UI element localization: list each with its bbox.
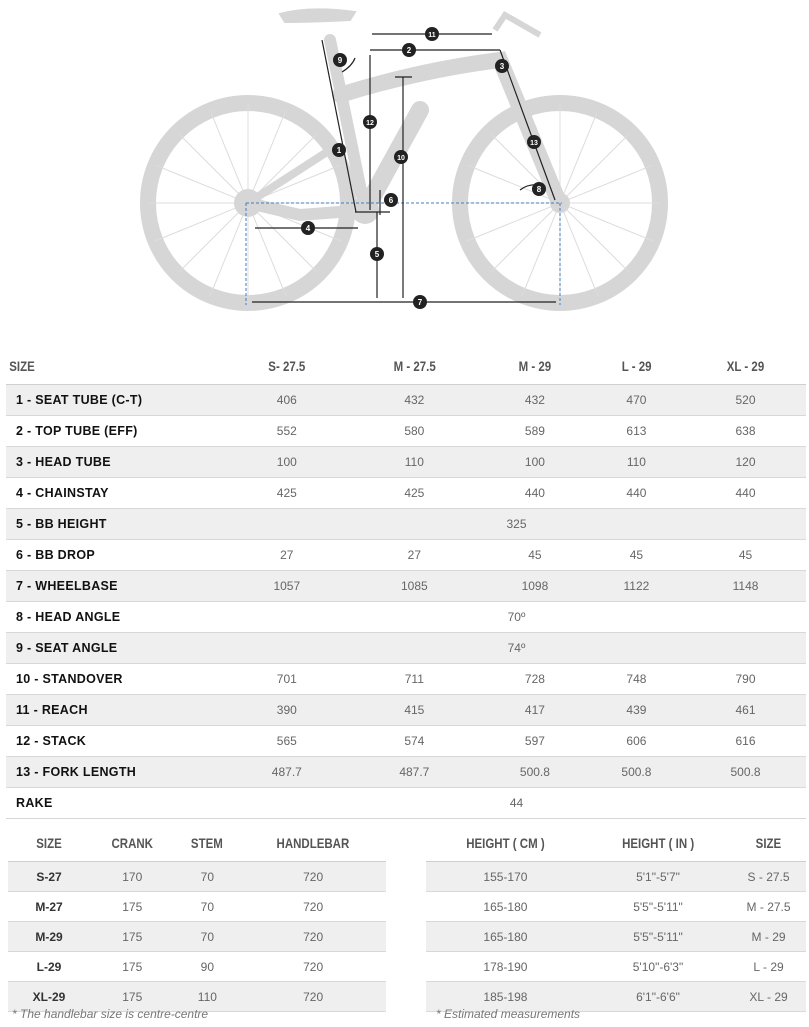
row-label: RAKE: [6, 788, 227, 819]
row-label: 7 - WHEELBASE: [6, 571, 227, 602]
svg-text:1: 1: [336, 146, 342, 155]
cell-value: 711: [347, 664, 482, 695]
table-row: [426, 922, 806, 952]
cell-value: 574: [347, 726, 482, 757]
spanning-value: 70º: [227, 602, 806, 633]
cell-value: 487.7: [347, 757, 482, 788]
cell-value: 589: [482, 416, 588, 447]
cell-value: 565: [227, 726, 347, 757]
svg-text:2: 2: [406, 46, 412, 55]
cell-value: 120: [685, 447, 806, 478]
spanning-value: 44: [227, 788, 806, 819]
header-m-29: M - 29: [492, 348, 579, 385]
cell-value: 439: [588, 695, 685, 726]
cell-value: 70: [174, 862, 240, 892]
header-handlebar: HANDLEBAR: [253, 824, 373, 862]
cell-value: 1057: [227, 571, 347, 602]
table-row: [8, 892, 386, 922]
cell-value: 432: [482, 385, 588, 416]
cell-value: 500.8: [482, 757, 588, 788]
cell-value: M - 29: [731, 922, 806, 952]
sizing-header-row: [426, 824, 806, 862]
marker-5: [370, 247, 384, 261]
marker-12: [363, 115, 377, 129]
cell-value: 432: [347, 385, 482, 416]
cell-value: 440: [482, 478, 588, 509]
cell-value: 720: [240, 982, 386, 1012]
cell-value: 613: [588, 416, 685, 447]
cell-value: 1122: [588, 571, 685, 602]
svg-text:13: 13: [530, 140, 538, 147]
header-height-in: HEIGHT ( IN ): [598, 824, 718, 862]
cell-value: 500.8: [588, 757, 685, 788]
svg-text:7: 7: [417, 298, 423, 307]
cell-value: 170: [90, 862, 174, 892]
handlebar-footnote: * The handlebar size is centre-centre: [12, 1007, 209, 1021]
svg-text:10: 10: [397, 155, 405, 162]
table-row: [426, 892, 806, 922]
cell-value: 500.8: [685, 757, 806, 788]
cell-value: 1085: [347, 571, 482, 602]
table-row: [426, 952, 806, 982]
header-size: SIZE: [738, 824, 799, 862]
svg-text:3: 3: [499, 62, 505, 71]
cell-value: 440: [685, 478, 806, 509]
cell-value: 5'10"-6'3": [585, 952, 731, 982]
cell-value: 552: [227, 416, 347, 447]
table-row: [6, 633, 806, 664]
cell-value: 597: [482, 726, 588, 757]
table-row: [8, 922, 386, 952]
header-stem: STEM: [180, 824, 234, 862]
marker-1: [332, 143, 346, 157]
cell-value: 406: [227, 385, 347, 416]
table-row: [6, 447, 806, 478]
cell-value: L - 29: [731, 952, 806, 982]
header-size: SIZE: [6, 348, 187, 385]
cell-value: S - 27.5: [731, 862, 806, 892]
marker-4: [301, 221, 315, 235]
row-label: 1 - SEAT TUBE (C-T): [6, 385, 227, 416]
table-row: [6, 509, 806, 540]
marker-9: [333, 53, 347, 67]
marker-3: [495, 59, 509, 73]
table-row: [6, 695, 806, 726]
cell-value: 5'5"-5'11": [585, 922, 731, 952]
spanning-value: 74º: [227, 633, 806, 664]
cell-value: 1098: [482, 571, 588, 602]
cell-value: 100: [227, 447, 347, 478]
row-label: 3 - HEAD TUBE: [6, 447, 227, 478]
table-row: [6, 416, 806, 447]
table-row: [8, 862, 386, 892]
table-row: [6, 540, 806, 571]
row-label: 10 - STANDOVER: [6, 664, 227, 695]
cell-value: 520: [685, 385, 806, 416]
table-row: [6, 478, 806, 509]
cell-value: XL - 29: [731, 982, 806, 1012]
marker-7: [413, 295, 427, 309]
cell-value: 720: [240, 862, 386, 892]
cell-value: 5'1"-5'7": [585, 862, 731, 892]
table-row: [6, 726, 806, 757]
cell-value: 175: [90, 982, 174, 1012]
geometry-body: [6, 385, 806, 819]
cell-value: 1148: [685, 571, 806, 602]
cell-value: 175: [90, 952, 174, 982]
header-height-cm: HEIGHT ( CM ): [440, 824, 570, 862]
cell-value: 728: [482, 664, 588, 695]
cell-value: 417: [482, 695, 588, 726]
row-label: 5 - BB HEIGHT: [6, 509, 227, 540]
row-label: 9 - SEAT ANGLE: [6, 633, 227, 664]
cell-value: 6'1"-6'6": [585, 982, 731, 1012]
cell-value: 45: [685, 540, 806, 571]
cell-value: 110: [588, 447, 685, 478]
marker-2: [402, 43, 416, 57]
marker-11: [425, 27, 439, 41]
cell-value: 440: [588, 478, 685, 509]
cell-value: 720: [240, 922, 386, 952]
header-l-29: L - 29: [597, 348, 677, 385]
cell-value: 70: [174, 892, 240, 922]
svg-text:12: 12: [366, 120, 374, 127]
marker-6: [384, 193, 398, 207]
cell-value: 701: [227, 664, 347, 695]
cell-value: 606: [588, 726, 685, 757]
cell-value: 175: [90, 922, 174, 952]
cell-value: 720: [240, 952, 386, 982]
cell-value: 390: [227, 695, 347, 726]
component-body: [8, 862, 386, 1012]
component-header-row: [8, 824, 386, 862]
estimated-footnote: * Estimated measurements: [436, 1007, 581, 1021]
cell-value: 45: [588, 540, 685, 571]
bike-geometry-diagram: [0, 0, 809, 320]
table-row: [8, 952, 386, 982]
row-label: 11 - REACH: [6, 695, 227, 726]
cell-value: 165-180: [426, 922, 585, 952]
cell-value: 155-170: [426, 862, 585, 892]
size-cell: XL-29: [8, 982, 90, 1012]
table-row: [6, 571, 806, 602]
cell-value: 470: [588, 385, 685, 416]
cell-value: 425: [347, 478, 482, 509]
geometry-table: [6, 348, 806, 819]
cell-value: 790: [685, 664, 806, 695]
size-cell: S-27: [8, 862, 90, 892]
row-label: 4 - CHAINSTAY: [6, 478, 227, 509]
svg-text:8: 8: [536, 185, 542, 194]
row-label: 6 - BB DROP: [6, 540, 227, 571]
row-label: 2 - TOP TUBE (EFF): [6, 416, 227, 447]
cell-value: 27: [347, 540, 482, 571]
cell-value: 415: [347, 695, 482, 726]
header-xl-29: XL - 29: [696, 348, 795, 385]
cell-value: 100: [482, 447, 588, 478]
cell-value: 616: [685, 726, 806, 757]
cell-value: 748: [588, 664, 685, 695]
svg-text:5: 5: [374, 250, 380, 259]
svg-text:9: 9: [337, 56, 343, 65]
cell-value: 5'5"-5'11": [585, 892, 731, 922]
sizing-table: [426, 824, 806, 1012]
cell-value: 110: [347, 447, 482, 478]
header-s-27-5: S- 27.5: [238, 348, 336, 385]
marker-13: [527, 135, 541, 149]
svg-text:6: 6: [388, 196, 394, 205]
cell-value: 178-190: [426, 952, 585, 982]
geometry-header-row: [6, 348, 806, 385]
cell-value: 185-198: [426, 982, 585, 1012]
row-label: 8 - HEAD ANGLE: [6, 602, 227, 633]
marker-8: [532, 182, 546, 196]
cell-value: 720: [240, 892, 386, 922]
spanning-value: 325: [227, 509, 806, 540]
size-cell: M-29: [8, 922, 90, 952]
table-row: [6, 757, 806, 788]
cell-value: 580: [347, 416, 482, 447]
cell-value: 175: [90, 892, 174, 922]
cell-value: 461: [685, 695, 806, 726]
cell-value: 70: [174, 922, 240, 952]
table-row: [6, 602, 806, 633]
cell-value: 638: [685, 416, 806, 447]
table-row: [426, 862, 806, 892]
cell-value: 27: [227, 540, 347, 571]
cell-value: 90: [174, 952, 240, 982]
header-crank: CRANK: [98, 824, 167, 862]
svg-text:4: 4: [305, 224, 311, 233]
table-row: [6, 664, 806, 695]
size-cell: L-29: [8, 952, 90, 982]
header-size: SIZE: [15, 824, 82, 862]
cell-value: 487.7: [227, 757, 347, 788]
size-cell: M-27: [8, 892, 90, 922]
marker-10: [394, 150, 408, 164]
cell-value: 165-180: [426, 892, 585, 922]
cell-value: M - 27.5: [731, 892, 806, 922]
cell-value: 425: [227, 478, 347, 509]
row-label: 13 - FORK LENGTH: [6, 757, 227, 788]
svg-text:11: 11: [428, 32, 436, 39]
table-row: [6, 788, 806, 819]
cell-value: 45: [482, 540, 588, 571]
row-label: 12 - STACK: [6, 726, 227, 757]
sizing-body: [426, 862, 806, 1012]
table-row: [6, 385, 806, 416]
cell-value: 110: [174, 982, 240, 1012]
component-table: [8, 824, 386, 1012]
header-m-27-5: M - 27.5: [359, 348, 470, 385]
